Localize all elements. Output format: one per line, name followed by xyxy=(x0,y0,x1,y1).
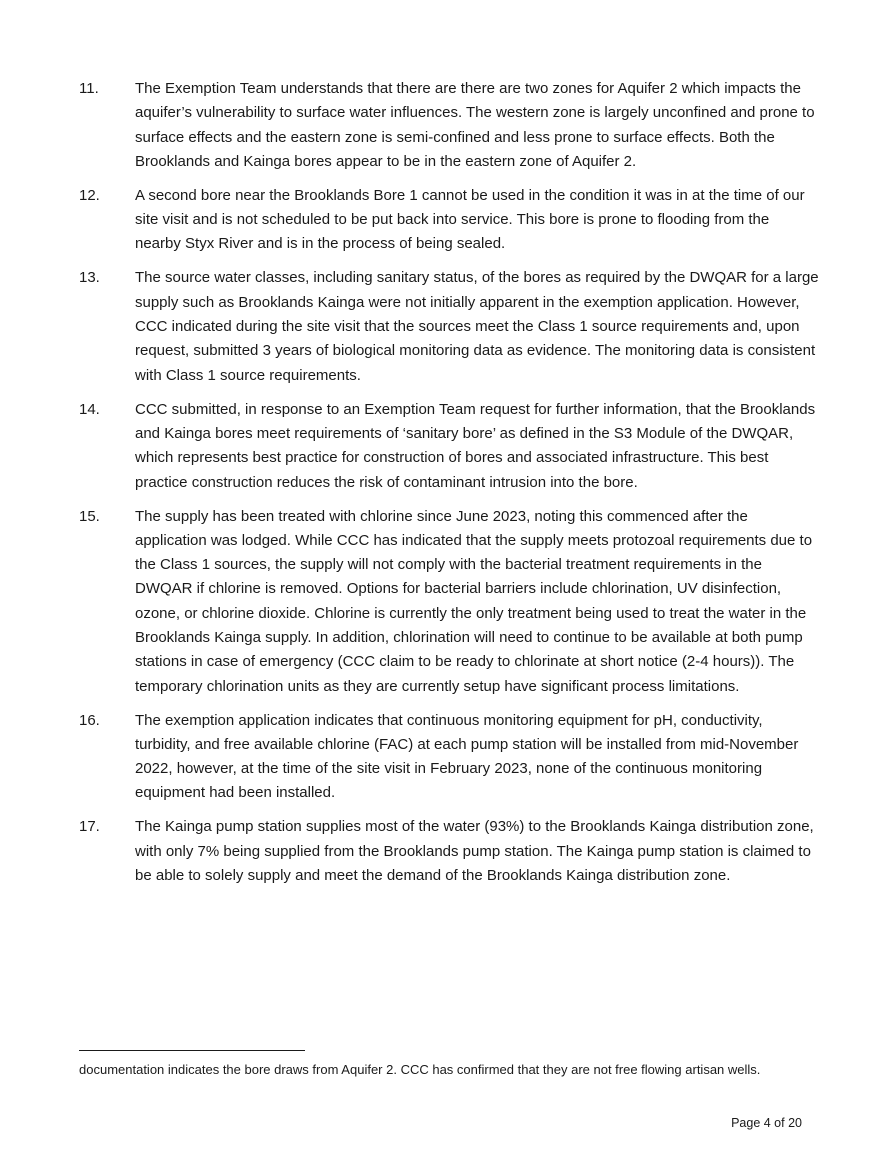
paragraph-number: 14. xyxy=(79,400,100,418)
paragraph-number: 13. xyxy=(79,269,100,287)
paragraph-text: The exemption application indicates that continuous monitoring equipment for pH, conductivity, turbidity, and free available chlorine (FAC) at each pump station will be installed from mid-November 2022, however, at the time of the site visit in February 2023, none of the continuous monitoring equipment had been installed. xyxy=(135,711,799,802)
paragraph-text: The source water classes, including sanitary status, of the bores as required by the DWQAR for a large supply such as Brooklands Kainga were not initially apparent in the exemption application. However, CCC indicated during the site visit that the sources meet the Class 1 source requirements and, upon request, submitted 3 years of biological monitoring data as evidence. The monitoring data is consistent with Class 1 source requirements. xyxy=(135,269,819,384)
paragraph-13 xyxy=(79,266,819,387)
footnote-divider xyxy=(79,1050,305,1051)
paragraph-12 xyxy=(79,184,819,257)
paragraph-16 xyxy=(79,709,819,806)
paragraph-text: The supply has been treated with chlorine since June 2023, noting this commenced after the application was lodged. While CCC has indicated that the supply meets protozoal requirements due to the Class 1 sources, the supply will not comply with the bacterial treatment requirements in the DWQAR if chlorine is removed. Options for bacterial barriers include chlorination, UV disinfection, ozone, or chlorine dioxide. Chlorine is currently the only treatment being used to treat the water in the Brooklands Kainga supply. In addition, chlorination will need to continue to be available at both pump stations in case of emergency (CCC claim to be ready to chlorinate at short notice (2-4 hours)). The temporary chlorination units as they are currently setup have significant process limitations. xyxy=(135,507,813,695)
paragraph-text: A second bore near the Brooklands Bore 1 cannot be used in the condition it was in at the time of our site visit and is not scheduled to be put back into service. This bore is prone to flooding from the nearby Styx River and is in the process of being sealed. xyxy=(135,186,805,253)
paragraph-number: 17. xyxy=(79,818,100,836)
paragraph-14 xyxy=(79,398,819,495)
paragraph-17 xyxy=(79,815,819,888)
page-number: Page 4 of 20 xyxy=(731,1116,802,1130)
paragraph-text: The Exemption Team understands that there are there are two zones for Aquifer 2 which impacts the aquifer’s vulnerability to surface water influences. The western zone is largely unconfined and prone to surface effects and the eastern zone is semi-confined and less prone to surface effects. Both the Brooklands and Kainga bores appear to be in the eastern zone of Aquifer 2. xyxy=(135,80,815,170)
paragraph-number: 12. xyxy=(79,186,100,204)
paragraph-number: 11. xyxy=(79,80,99,97)
paragraph-15 xyxy=(79,505,819,699)
footnote-text: documentation indicates the bore draws from Aquifer 2. CCC has confirmed that they are not free flowing artisan wells. xyxy=(79,1062,761,1077)
paragraph-number: 16. xyxy=(79,711,100,729)
paragraph-text: CCC submitted, in response to an Exemption Team request for further information, that the Brooklands and Kainga bores meet requirements of ‘sanitary bore’ as defined in the S3 Module of the DWQAR, which represents best practice for construction of bores and associated infrastructure. This best practice construction reduces the risk of contaminant intrusion into the bore. xyxy=(135,400,816,491)
paragraph-number: 15. xyxy=(79,507,100,525)
paragraph-11 xyxy=(79,77,819,174)
numbered-paragraph-list xyxy=(79,77,819,898)
paragraph-text: The Kainga pump station supplies most of the water (93%) to the Brooklands Kainga distribution zone, with only 7% being supplied from the Brooklands pump station. The Kainga pump station is claimed to be able to solely supply and meet the demand of the Brooklands Kainga distribution zone. xyxy=(135,818,814,885)
